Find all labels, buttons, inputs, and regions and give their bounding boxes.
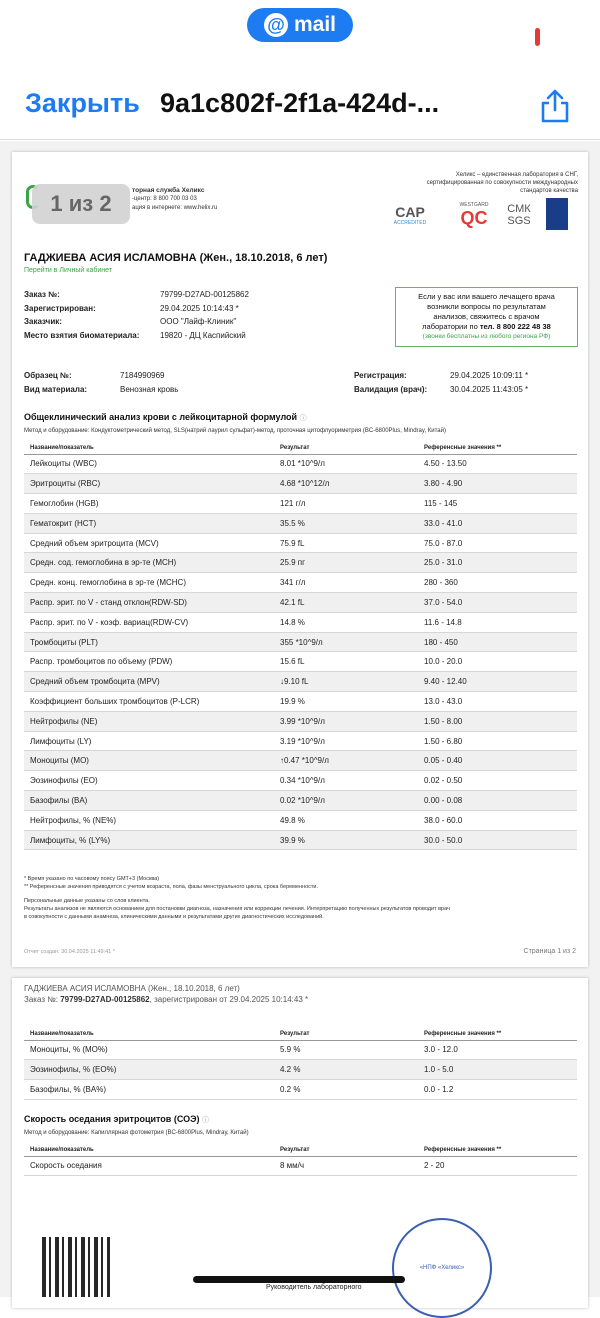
parameter-result: 0.2 % (274, 1080, 418, 1100)
table-row (24, 494, 577, 514)
parameter-ref: 0.00 - 0.08 (418, 791, 577, 811)
result-value: 121 г/л (280, 498, 306, 508)
parameter-name: Распр. тромбоцитов по объему (PDW) (24, 652, 274, 672)
validation-value: 30.04.2025 11:43:05 * (450, 384, 529, 394)
parameter-ref: 1.50 - 8.00 (418, 711, 577, 731)
parameter-result (274, 513, 418, 533)
col-result-header: Результат (274, 1028, 418, 1040)
table-row (24, 454, 577, 474)
esr-result: 8 мм/ч (274, 1156, 418, 1176)
col-result-header: Результат (274, 1144, 418, 1156)
validation-label: Валидация (врач): (354, 384, 428, 394)
result-value: 0.02 *10^9/л (280, 795, 325, 805)
result-value: 14.8 % (280, 617, 305, 627)
sample-labels (24, 369, 87, 396)
at-icon: @ (264, 13, 288, 37)
parameter-result (274, 494, 418, 514)
table-row (24, 652, 577, 672)
global-standard-logo (546, 198, 568, 230)
registration-value: 29.04.2025 10:09:11 * (450, 371, 529, 380)
app-name: mail (293, 13, 337, 36)
document-viewer[interactable] (0, 141, 600, 1297)
parameter-result (274, 553, 418, 573)
parameter-name: Базофилы (BA) (24, 791, 274, 811)
registered-label: Зарегистрирован: (24, 303, 96, 313)
parameter-name: Лимфоциты (LY) (24, 731, 274, 751)
parameter-name: Эритроциты (RBC) (24, 474, 274, 494)
table-row (24, 573, 577, 593)
document-title: 9a1c802f-2f1a-424d-... (160, 88, 440, 118)
cbc-results-table (24, 442, 577, 850)
contact-line: лаборатории по (422, 322, 480, 331)
share-icon[interactable] (538, 88, 572, 124)
result-value: 49.8 % (280, 815, 305, 825)
date-values (450, 369, 528, 396)
parameter-ref: 37.0 - 54.0 (418, 593, 577, 613)
cbc-title (24, 412, 307, 423)
parameter-name: Лимфоциты, % (LY%) (24, 830, 274, 850)
page2-order-number: 79799-D27AD-00125862 (60, 995, 150, 1004)
qr-code (42, 1237, 110, 1297)
contact-note: (звонки бесплатны из любого региона РФ) (422, 333, 551, 340)
table-row (24, 810, 577, 830)
tagline-line: Хеликс – единственная лаборатория в СНГ, (455, 172, 578, 178)
cbc-title-text: Общеклинический анализ крови с лейкоцитарной формулой (24, 412, 298, 422)
lab-tagline (382, 171, 578, 195)
parameter-result (274, 810, 418, 830)
parameter-ref: 1.50 - 6.80 (418, 731, 577, 751)
parameter-name: Средний объем эритроцита (MCV) (24, 533, 274, 553)
registered-value: 29.04.2025 10:14:43 * (160, 303, 239, 313)
table-row (24, 533, 577, 553)
result-value: 35.5 % (280, 518, 305, 528)
parameter-name: Моноциты (MO) (24, 751, 274, 771)
parameter-name: Нейтрофилы (NE) (24, 711, 274, 731)
table-row (24, 791, 577, 811)
parameter-ref: 38.0 - 60.0 (418, 810, 577, 830)
table-row (24, 1156, 577, 1176)
material-label: Вид материала: (24, 384, 88, 394)
westgard-qc-logo (456, 198, 492, 232)
smk-sgs-logo (504, 198, 534, 232)
parameter-name: Эозинофилы (EO) (24, 771, 274, 791)
table-row (24, 1040, 577, 1060)
smk-text: СМК (507, 203, 531, 215)
result-value: 3.19 *10^9/л (280, 736, 325, 746)
table-row (24, 672, 577, 692)
parameter-result (274, 791, 418, 811)
col-ref-header: Референсные значения ** (418, 1028, 577, 1040)
parameter-ref: 33.0 - 41.0 (418, 513, 577, 533)
parameter-ref: 9.40 - 12.40 (418, 672, 577, 692)
sample-value: 7184990969 (120, 371, 165, 380)
sample-label: Образец №: (24, 371, 72, 380)
date-labels (354, 369, 427, 396)
close-button[interactable]: Закрыть (25, 88, 140, 118)
cap-sub: ACCREDITED (393, 220, 427, 226)
phone-line: -центр: 8 800 700 03 03 (132, 196, 197, 202)
result-value: 42.1 fL (280, 597, 305, 607)
cap-logo (386, 198, 434, 232)
table-row (24, 731, 577, 751)
result-value: 75.9 fL (280, 538, 305, 548)
parameter-result (274, 573, 418, 593)
parameter-name: Эозинофилы, % (EO%) (24, 1060, 274, 1080)
parameter-ref: 0.05 - 0.40 (418, 751, 577, 771)
cap-text: CAP (395, 204, 425, 220)
table-row (24, 553, 577, 573)
parameter-result (274, 830, 418, 850)
registration-label: Регистрация: (354, 371, 407, 380)
table-row (24, 771, 577, 791)
parameter-name: Нейтрофилы, % (NE%) (24, 810, 274, 830)
parameter-ref: 0.0 - 1.2 (418, 1080, 577, 1100)
document-page-1 (12, 152, 588, 967)
page2-patient: ГАДЖИЕВА АСИЯ ИСЛАМОВНА (Жен., 18.10.2018, 6 лет) (24, 984, 240, 993)
customer-value: ООО "Лайф-Клиник" (160, 317, 237, 326)
parameter-ref: 10.0 - 20.0 (418, 652, 577, 672)
recording-indicator (535, 28, 540, 46)
customer-label: Заказчик: (24, 317, 62, 326)
table-row (24, 751, 577, 771)
parameter-ref: 13.0 - 43.0 (418, 692, 577, 712)
col-name-header: Название/показатель (24, 1028, 274, 1040)
info-icon[interactable]: ⓘ (299, 415, 307, 422)
contact-box (395, 287, 578, 347)
parameter-ref: 115 - 145 (418, 494, 577, 514)
report-created: Отчет создан: 30.04.2025 11:49:41 * (24, 949, 115, 955)
sgs-text: SGS (507, 215, 531, 227)
parameter-result (274, 672, 418, 692)
result-value: 0.47 *10^9/л (284, 756, 329, 766)
service-line: торная служба Хеликс (132, 187, 205, 194)
footnote: в совокупности с данными анамнеза, клиническими данными и результатами других диагностических исследований. (24, 914, 324, 920)
parameter-result (274, 692, 418, 712)
contact-line: анализов, свяжитесь с врачом (433, 312, 540, 321)
esr-name: Скорость оседания (24, 1156, 274, 1176)
page-counter: 1 из 2 (32, 184, 130, 224)
result-value: 3.99 *10^9/л (280, 716, 325, 726)
result-value: 355 *10^9/л (280, 637, 323, 647)
result-value: 19.9 % (280, 696, 305, 706)
parameter-result (274, 751, 418, 771)
contact-phone: тел. 8 800 222 48 38 (479, 322, 551, 331)
parameter-result (274, 474, 418, 494)
result-value: 8.01 *10^9/л (280, 459, 325, 469)
contact-line: возникли вопросы по результатам (427, 302, 546, 311)
page2-order-suffix: , зарегистрирован от 29.04.2025 10:14:43 * (149, 995, 309, 1004)
mail-app-badge (247, 8, 353, 42)
order-labels (24, 288, 139, 342)
flag-icon: ↓ (280, 677, 284, 687)
esr-title-text: Скорость оседания эритроцитов (СОЭ) (24, 1114, 200, 1124)
parameter-name: Коэффициент больших тромбоцитов (P-LCR) (24, 692, 274, 712)
parameter-ref: 180 - 450 (418, 632, 577, 652)
footnote: Результаты анализов не являются основанием для постановки диагноза, назначения или коррекции лечения. Интерпретацию полученных результатов проводит врач (24, 906, 450, 912)
table-row (24, 513, 577, 533)
footnote: * Время указано по часовому поясу GMT+3 (Москва) (24, 876, 160, 882)
footnotes (24, 875, 450, 921)
parameter-ref: 3.80 - 4.90 (418, 474, 577, 494)
personal-cabinet-link[interactable]: Перейти в Личный кабинет (24, 267, 113, 274)
certifications (386, 198, 582, 234)
footnote: Персональные данные указаны со слов клиента. (24, 898, 150, 904)
parameter-result (274, 593, 418, 613)
result-value: 15.6 fL (280, 657, 305, 667)
result-value: 25.9 пг (280, 558, 306, 568)
material-value: Венозная кровь (120, 384, 179, 394)
parameter-result (274, 711, 418, 731)
col-result-header: Результат (274, 442, 418, 454)
result-value: 0.34 *10^9/л (280, 776, 325, 786)
parameter-name: Моноциты, % (MO%) (24, 1040, 274, 1060)
tagline-line: стандартов качества (520, 188, 578, 194)
tagline-line: сертифицированная по совокупности международных (426, 180, 578, 186)
place-label: Место взятия биоматериала: (24, 330, 140, 340)
col-name-header: Название/показатель (24, 442, 274, 454)
parameter-name: Средн. сод. гемоглобина в эр-те (MCH) (24, 553, 274, 573)
parameter-result: 4.2 % (274, 1060, 418, 1080)
signer-title: Руководитель лабораторного (266, 1284, 362, 1291)
order-value: 79799-D27AD-00125862 (160, 290, 249, 299)
parameter-ref: 0.02 - 0.50 (418, 771, 577, 791)
place-value: 19820 - ДЦ Каспийский (160, 330, 246, 340)
parameter-ref: 1.0 - 5.0 (418, 1060, 577, 1080)
parameter-ref: 11.6 - 14.8 (418, 612, 577, 632)
cbc-method: Метод и оборудование: Кондуктометрический метод, SLS(натрий лаурил сульфат)-метод, проточная цитофлуориметрия (BC-6800Plus, Mindray, Китай) (24, 428, 446, 434)
order-values (160, 288, 249, 342)
lab-stamp (392, 1218, 492, 1318)
parameter-ref: 25.0 - 31.0 (418, 553, 577, 573)
page2-header (24, 983, 308, 1005)
page2-order-prefix: Заказ №: (24, 995, 61, 1004)
parameter-ref: 75.0 - 87.0 (418, 533, 577, 553)
parameter-name: Гематокрит (HCT) (24, 513, 274, 533)
parameter-ref: 4.50 - 13.50 (418, 454, 577, 474)
table-row (24, 632, 577, 652)
parameter-ref: 30.0 - 50.0 (418, 830, 577, 850)
flag-icon: ↑ (280, 756, 284, 766)
esr-title (24, 1114, 209, 1125)
parameter-name: Распр. эрит. по V - коэф. вариац(RDW-CV) (24, 612, 274, 632)
table-row (24, 1060, 577, 1080)
parameter-result (274, 533, 418, 553)
parameter-result (274, 771, 418, 791)
app-topbar (0, 0, 600, 140)
lab-contacts (132, 186, 217, 213)
table-row (24, 692, 577, 712)
web-line: ация в интернете: www.helix.ru (132, 205, 218, 211)
table-row (24, 474, 577, 494)
table-row (24, 612, 577, 632)
parameter-name: Лейкоциты (WBC) (24, 454, 274, 474)
result-value: 341 г/л (280, 578, 306, 588)
parameter-name: Гемоглобин (HGB) (24, 494, 274, 514)
parameter-result (274, 454, 418, 474)
parameter-result (274, 612, 418, 632)
parameter-ref: 3.0 - 12.0 (418, 1040, 577, 1060)
parameter-result: 5.9 % (274, 1040, 418, 1060)
esr-ref: 2 - 20 (418, 1156, 577, 1176)
table-row (24, 830, 577, 850)
footnote: ** Референсные значения приводятся с учетом возраста, пола, фазы менструального цикла, срока беременности. (24, 884, 319, 890)
result-value: 39.9 % (280, 835, 305, 845)
parameter-name: Средний объем тромбоцита (MPV) (24, 672, 274, 692)
home-indicator[interactable] (193, 1276, 405, 1283)
esr-method: Метод и оборудование: Капиллярная фотометрия (BC-6800Plus, Mindray, Китай) (24, 1130, 249, 1136)
info-icon[interactable]: ⓘ (202, 1117, 210, 1124)
col-ref-header: Референсные значения ** (418, 1144, 577, 1156)
table-row (24, 593, 577, 613)
table-row (24, 711, 577, 731)
order-label: Заказ №: (24, 290, 60, 299)
stamp-text: «НПФ «Хеликс» (419, 1265, 465, 1271)
esr-table (24, 1144, 577, 1176)
parameter-name: Тромбоциты (PLT) (24, 632, 274, 652)
parameter-ref: 280 - 360 (418, 573, 577, 593)
table-row (24, 1080, 577, 1100)
differential-table (24, 1028, 577, 1100)
parameter-name: Базофилы, % (BA%) (24, 1080, 274, 1100)
sample-values (120, 369, 178, 396)
qc-text: QC (460, 207, 488, 228)
parameter-name: Средн. конц. гемоглобина в эр-те (MCHC) (24, 573, 274, 593)
parameter-result (274, 652, 418, 672)
col-name-header: Название/показатель (24, 1144, 274, 1156)
page-number: Страница 1 из 2 (523, 948, 576, 955)
contact-line: Если у вас или вашего лечащего врача (418, 292, 555, 301)
westgard-text: WESTGARD (459, 201, 489, 208)
parameter-name: Распр. эрит. по V - станд отклон(RDW-SD) (24, 593, 274, 613)
result-value: 4.68 *10^12/л (280, 479, 330, 489)
patient-name: ГАДЖИЕВА АСИЯ ИСЛАМОВНА (Жен., 18.10.2018, 6 лет) (24, 252, 328, 264)
result-value: 9.10 fL (284, 677, 309, 687)
parameter-result (274, 632, 418, 652)
col-ref-header: Референсные значения ** (418, 442, 577, 454)
parameter-result (274, 731, 418, 751)
